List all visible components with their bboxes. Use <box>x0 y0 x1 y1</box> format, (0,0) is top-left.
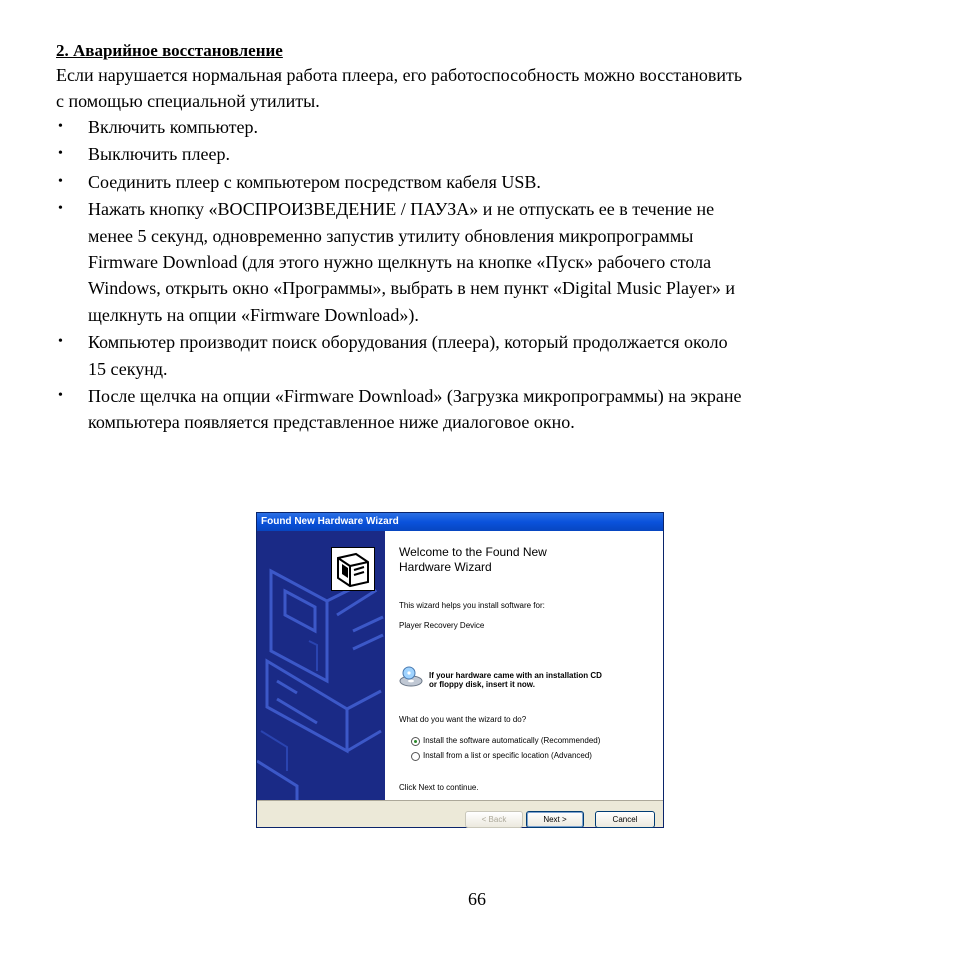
hardware-wizard-icon <box>331 547 375 591</box>
bullet-icon: • <box>58 201 63 217</box>
continue-text: Click Next to continue. <box>399 783 479 792</box>
list-item <box>56 169 916 195</box>
bullet-icon: • <box>58 173 63 189</box>
intro-line-2: с помощью специальной утилиты. <box>56 91 320 111</box>
cd-disk-icon <box>399 665 423 687</box>
list-item-text: Соединить плеер с компьютером посредством кабеля USB. <box>88 171 541 192</box>
next-button[interactable]: Next > <box>526 811 584 828</box>
bullet-icon: • <box>58 146 63 162</box>
radio-install-from-list[interactable] <box>411 752 420 761</box>
list-item-line: Windows, открыть окно «Программы», выбрать в нем пункт «Digital Music Player» и <box>88 278 736 299</box>
list-item <box>56 383 916 436</box>
back-button[interactable]: < Back <box>465 811 523 828</box>
bullet-icon: • <box>58 334 63 350</box>
document-body <box>56 40 916 437</box>
page-number: 66 <box>468 889 486 909</box>
radio-install-automatically[interactable] <box>411 737 420 746</box>
list-item-line: Firmware Download (для этого нужно щелкнуть на кнопке «Пуск» рабочего стола <box>88 252 712 273</box>
wizard-title <box>399 545 547 575</box>
list-item-text: Выключить плеер. <box>88 144 230 165</box>
list-item <box>56 329 916 382</box>
section-heading: 2. Аварийное восстановление <box>56 41 283 60</box>
intro-line-1: Если нарушается нормальная работа плеера, его работоспособность можно восстановить <box>56 65 743 85</box>
cd-instruction-line: or floppy disk, insert it now. <box>429 680 535 689</box>
bullet-icon: • <box>58 388 63 404</box>
list-item-line: компьютера появляется представленное ниже диалоговое окно. <box>88 412 575 433</box>
window-titlebar: Found New Hardware Wizard <box>257 513 663 531</box>
list-item-line: менее 5 секунд, одновременно запустив утилиту обновления микропрограммы <box>88 225 694 246</box>
device-name: Player Recovery Device <box>399 621 485 630</box>
wizard-sidebar <box>257 531 385 800</box>
instruction-list <box>56 114 916 436</box>
list-item-line: Нажать кнопку «ВОСПРОИЗВЕДЕНИЕ / ПАУЗА» и не отпускать ее в течение не <box>88 199 715 220</box>
option-manual-label: Install from a list or specific location (Advanced) <box>423 751 592 760</box>
list-item <box>56 114 916 140</box>
list-item-line: 15 секунд. <box>88 358 168 379</box>
option-auto-label: Install the software automatically (Recommended) <box>423 736 601 745</box>
bullet-icon: • <box>58 119 63 134</box>
list-item <box>56 141 916 167</box>
intro-paragraph <box>56 62 916 114</box>
list-item <box>56 196 916 328</box>
wizard-title-line: Hardware Wizard <box>399 560 492 574</box>
wizard-helps-text: This wizard helps you install software for: <box>399 601 545 610</box>
found-new-hardware-wizard-screenshot <box>256 512 664 828</box>
list-item-text: Включить компьютер. <box>88 117 259 137</box>
cd-instruction <box>429 671 602 689</box>
wizard-question: What do you want the wizard to do? <box>399 715 527 724</box>
cancel-button[interactable]: Cancel <box>595 811 655 828</box>
cd-instruction-line: If your hardware came with an installation CD <box>429 671 602 680</box>
list-item-line: Компьютер производит поиск оборудования (плеера), который продолжается около <box>88 332 728 353</box>
list-item-line: щелкнуть на опции «Firmware Download»). <box>88 304 419 325</box>
list-item-line: После щелчка на опции «Firmware Download» (Загрузка микропрограммы) на экране <box>88 386 742 407</box>
wizard-content <box>385 531 663 800</box>
wizard-title-line: Welcome to the Found New <box>399 545 547 559</box>
wizard-button-bar <box>257 800 663 827</box>
